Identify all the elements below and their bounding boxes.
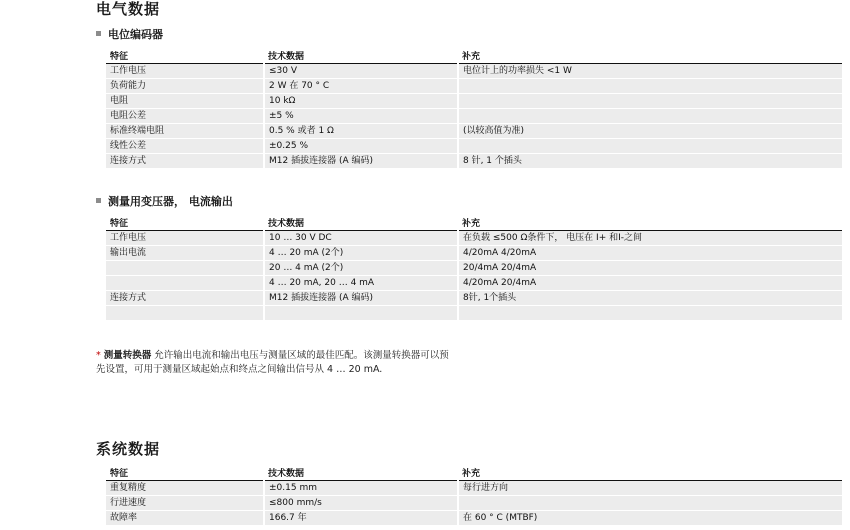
table-row [106, 276, 842, 291]
table-cell: 2 W 在 70 ° C [264, 79, 458, 94]
table-cell: ±5 % [264, 109, 458, 124]
table-cell: 在负载 ≤500 Ω条件下， 电压在 I+ 和I-之间 [458, 231, 842, 246]
table-cell [458, 139, 842, 154]
system-data-heading: 系统数据 [96, 440, 161, 458]
table-cell: 标准终端电阻 [106, 124, 264, 139]
column-header: 技术数据 [264, 217, 458, 231]
table-cell: M12 插拔连接器 (A 编码) [264, 291, 458, 306]
table-cell [458, 109, 842, 124]
column-header: 特征 [106, 217, 264, 231]
table-cell [106, 276, 264, 291]
table-cell: 0.5 % 或者 1 Ω [264, 124, 458, 139]
table-cell [458, 94, 842, 109]
table-cell: 10 kΩ [264, 94, 458, 109]
column-header: 特征 [106, 50, 264, 64]
bullet-square-icon [96, 198, 101, 203]
table-cell: 电阻公差 [106, 109, 264, 124]
table-cell: ±0.25 % [264, 139, 458, 154]
table-cell: 工作电压 [106, 64, 264, 79]
table-row [106, 291, 842, 306]
table-cell: 4 … 20 mA, 20 … 4 mA [264, 276, 458, 291]
table-cell: (以较高值为准) [458, 124, 842, 139]
table-cell: 电位计上的功率损失 <1 W [458, 64, 842, 79]
transformer-table [106, 217, 842, 321]
table-row [106, 511, 842, 526]
table-row [106, 306, 842, 321]
column-header: 补充 [458, 50, 842, 64]
table-cell: 负荷能力 [106, 79, 264, 94]
table-cell: 8 针, 1 个插头 [458, 154, 842, 169]
table-cell: 166.7 年 [264, 511, 458, 526]
table-header-row [106, 467, 842, 481]
footnote-marker: * [96, 350, 101, 361]
table-cell [264, 306, 458, 321]
note-text: 允许输出电流和输出电压与测量区域的最佳匹配。该测量转换器可以预先设置，可用于测量区域起始点和终点之间输出信号从 4 … 20 mA. [96, 350, 449, 375]
table-row [106, 79, 842, 94]
column-header: 特征 [106, 467, 264, 481]
transformer-section-heading [96, 195, 233, 208]
table-cell [458, 496, 842, 511]
table-cell [458, 306, 842, 321]
table-cell [106, 306, 264, 321]
table-cell: 输出电流 [106, 246, 264, 261]
column-header: 技术数据 [264, 50, 458, 64]
table-cell: ≤30 V [264, 64, 458, 79]
table-cell [106, 261, 264, 276]
table-row [106, 94, 842, 109]
table-cell: M12 插拔连接器 (A 编码) [264, 154, 458, 169]
table-cell: 10 … 30 V DC [264, 231, 458, 246]
electrical-data-heading: 电气数据 [96, 0, 161, 18]
table-row [106, 124, 842, 139]
table-cell: 工作电压 [106, 231, 264, 246]
table-cell: ±0.15 mm [264, 481, 458, 496]
potentiometer-section-heading [96, 28, 163, 41]
table-cell: 每行进方向 [458, 481, 842, 496]
table-cell: 4/20mA 20/4mA [458, 276, 842, 291]
bullet-square-icon [96, 31, 101, 36]
table-cell: 8针, 1个插头 [458, 291, 842, 306]
transformer-section-title: 测量用变压器， 电流输出 [108, 195, 233, 208]
table-row [106, 154, 842, 169]
table-row [106, 109, 842, 124]
note-term: 测量转换器 [103, 350, 152, 361]
table-row [106, 139, 842, 154]
potentiometer-table [106, 50, 842, 169]
table-cell: 故障率 [106, 511, 264, 526]
table-header-row [106, 217, 842, 231]
table-cell: 4 … 20 mA (2个) [264, 246, 458, 261]
table-row [106, 481, 842, 496]
column-header: 补充 [458, 467, 842, 481]
table-cell: 行进速度 [106, 496, 264, 511]
column-header: 技术数据 [264, 467, 458, 481]
table-header-row [106, 50, 842, 64]
column-header: 补充 [458, 217, 842, 231]
potentiometer-section-title: 电位编码器 [108, 28, 163, 41]
table-cell: 4/20mA 4/20mA [458, 246, 842, 261]
table-row [106, 261, 842, 276]
table-cell: 电阻 [106, 94, 264, 109]
table-cell: 重复精度 [106, 481, 264, 496]
table-cell: 线性公差 [106, 139, 264, 154]
table-row [106, 64, 842, 79]
table-row [106, 246, 842, 261]
table-row [106, 231, 842, 246]
table-cell: 在 60 ° C (MTBF) [458, 511, 842, 526]
measurement-converter-note [96, 349, 458, 377]
table-cell: 20 … 4 mA (2个) [264, 261, 458, 276]
table-cell: ≤800 mm/s [264, 496, 458, 511]
system-table [106, 467, 842, 526]
table-cell: 连接方式 [106, 154, 264, 169]
table-cell: 连接方式 [106, 291, 264, 306]
table-cell [458, 79, 842, 94]
table-row [106, 496, 842, 511]
table-cell: 20/4mA 20/4mA [458, 261, 842, 276]
